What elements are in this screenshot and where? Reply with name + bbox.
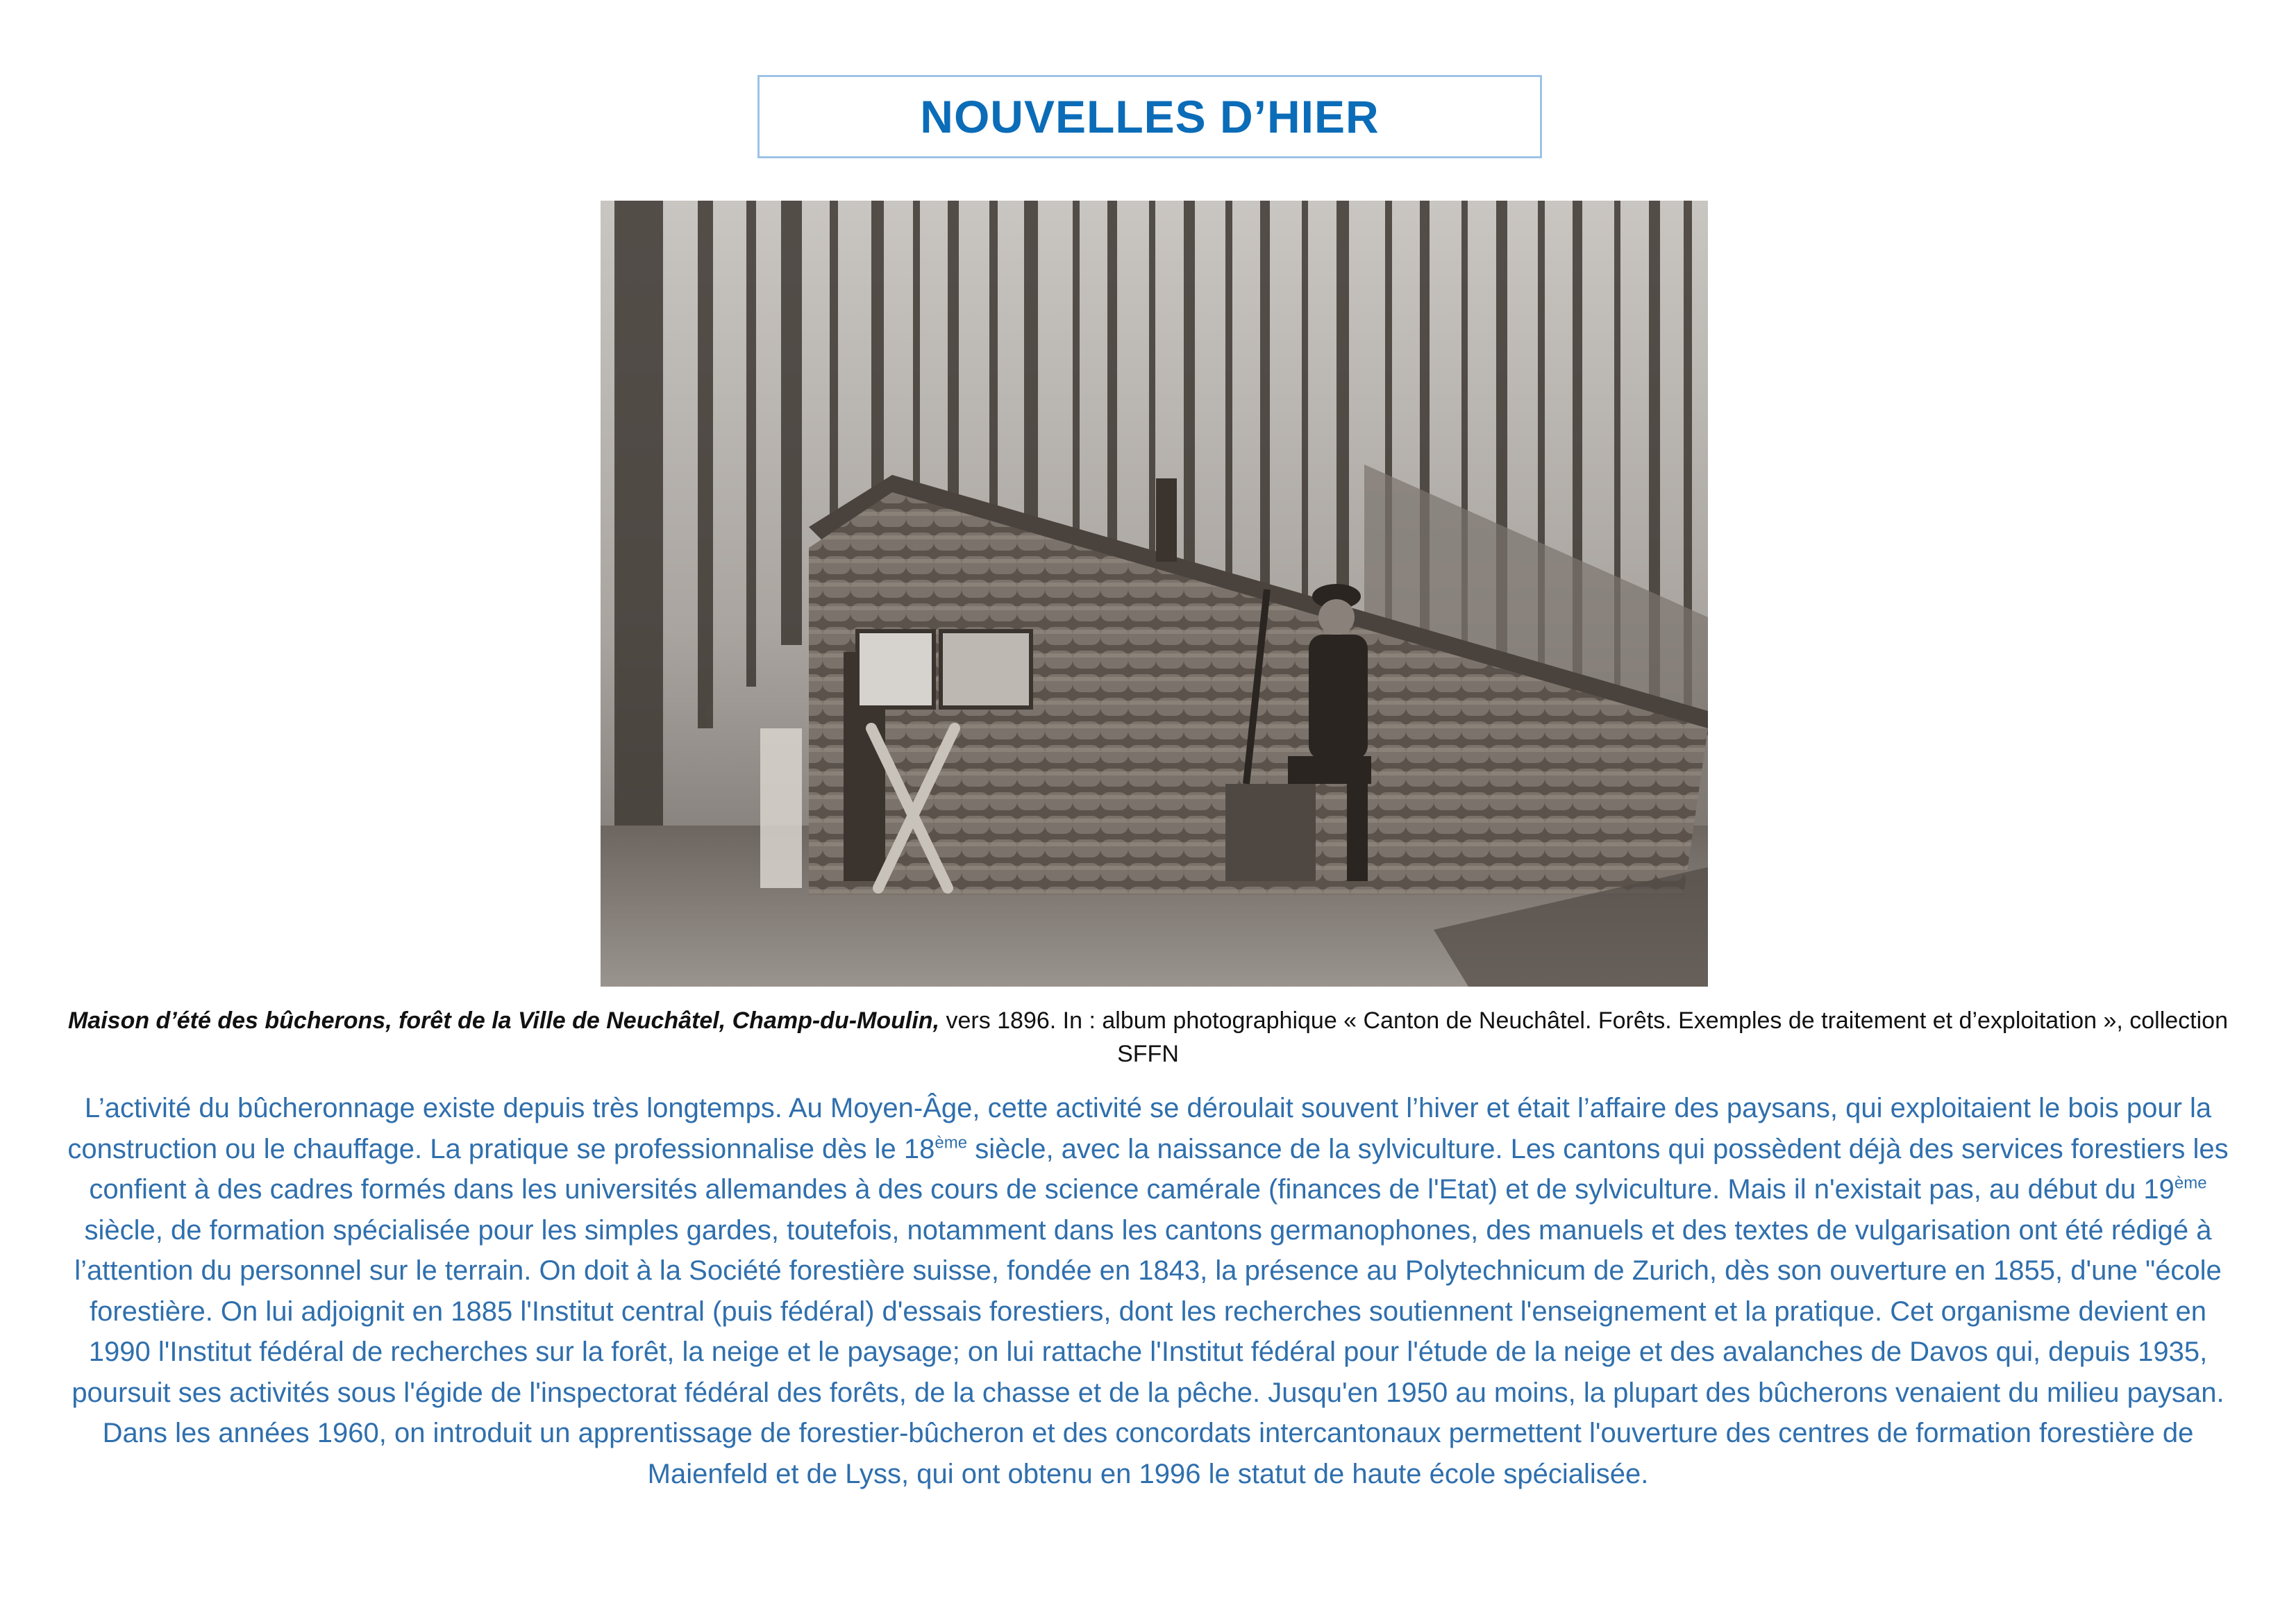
photo-caption	[62, 1004, 2234, 1071]
superscript-2: ème	[2174, 1173, 2207, 1193]
page-title: NOUVELLES D’HIER	[920, 91, 1380, 142]
photo-illustration	[601, 201, 1708, 987]
caption-details: vers 1896. In : album photographique « Canton de Neuchâtel. Forêts. Exemples de traitement et d’exploitation », collection SFFN	[939, 1007, 2229, 1067]
caption-title: Maison d’été des bûcherons, forêt de la Ville de Neuchâtel, Champ-du-Moulin,	[67, 1007, 940, 1034]
body-text-part-2: siècle, avec la naissance de la sylviculture. Les cantons qui possèdent déjà des services forestiers les confient à des cadres formés dans les universités allemandes à des cours de science camérale (finances de l'Etat) et de sylviculture. Mais il n'existait pas, au début du 19	[89, 1133, 2229, 1205]
article-body	[62, 1088, 2234, 1494]
superscript-1: ème	[935, 1133, 968, 1153]
body-text-part-1: L’activité du bûcheronnage existe depuis très longtemps. Au Moyen-Âge, cette activité se déroulait souvent l’hiver et était l’affaire des paysans, qui exploitaient le bois pour la construction ou le chauffage. La pratique se professionnalise dès le 18	[67, 1093, 2212, 1164]
body-text-part-3: siècle, de formation spécialisée pour les simples gardes, toutefois, notamment dans les cantons germanophones, des manuels et des textes de vulgarisation ont été rédigé à l’attention du personnel sur le terrain. On doit à la Société forestière suisse, fondée en 1843, la présence au Polytechnicum de Zurich, dès son ouverture en 1855, d'une "école forestière. On lui adjoignit en 1885 l'Institut central (puis fédéral) d'essais forestiers, dont les recherches soutiennent l'enseignement et la pratique. Cet organisme devient en 1990 l'Institut fédéral de recherches sur la forêt, la neige et le paysage; on lui rattache l'Institut fédéral pour l'étude de la neige et des avalanches de Davos qui, depuis 1935, poursuit ses activités sous l'égide de l'inspectorat fédéral des forêts, de la chasse et de la pêche. Jusqu'en 1950 au moins, la plupart des bûcherons venaient du milieu paysan. Dans les années 1960, on introduit un apprentissage de forestier-bûcheron et des concordats intercantonaux permettent l'ouverture des centres de formation forestière de Maienfeld et de Lyss, qui ont obtenu en 1996 le statut de haute école spécialisée.	[72, 1214, 2224, 1489]
historic-photo-log-cabin	[601, 201, 1708, 987]
title-box	[757, 75, 1542, 158]
